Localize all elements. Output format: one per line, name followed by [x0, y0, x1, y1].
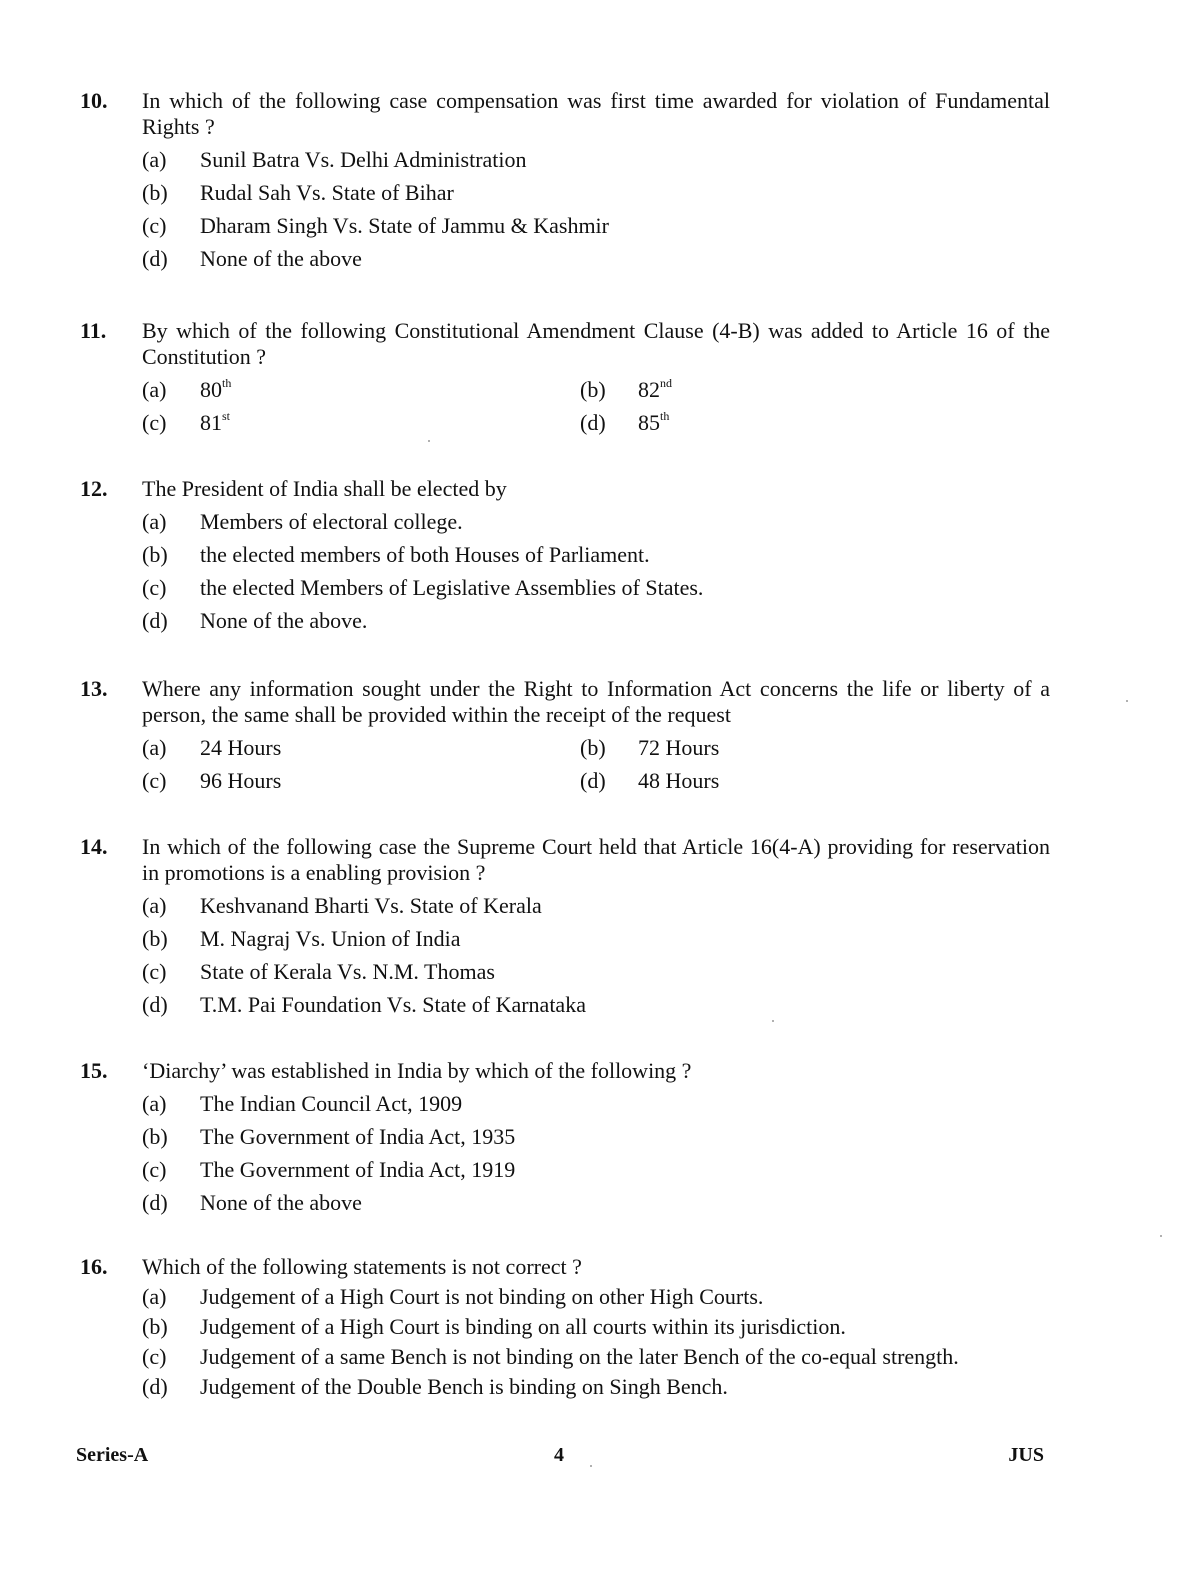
option-label: (d) [142, 246, 168, 271]
option-label: (b) [142, 1314, 168, 1339]
option-c [142, 1157, 1050, 1183]
option-label: (a) [142, 1091, 167, 1116]
question-13 [80, 676, 1050, 794]
option-d [142, 1190, 1050, 1216]
option-label: (a) [142, 509, 167, 534]
option-label: (c) [142, 768, 167, 793]
question-10 [80, 88, 1050, 279]
option-text: Judgement of a High Court is binding on all courts within its jurisdiction. [200, 1314, 846, 1339]
question-11 [80, 318, 1050, 436]
option-text: M. Nagraj Vs. Union of India [200, 926, 461, 951]
option-label: (a) [142, 735, 167, 760]
option-b [142, 926, 1050, 952]
option-a [142, 893, 1050, 919]
option-b [142, 542, 1050, 568]
page-footer [76, 1444, 1044, 1470]
option-text: The Government of India Act, 1935 [200, 1124, 516, 1149]
question-text: Which of the following statements is not correct ? [142, 1254, 582, 1279]
option-text: Keshvanand Bharti Vs. State of Kerala [200, 893, 542, 918]
option-text: 72 Hours [638, 735, 720, 760]
scan-speck [590, 1465, 592, 1467]
option-label: (c) [142, 1344, 167, 1369]
option-text: 82nd [638, 376, 672, 402]
option-b [142, 1124, 1050, 1150]
question-text: Where any information sought under the Right to Information Act concerns the life or liberty of a person, the same shall be provided within the receipt of the request [142, 676, 1050, 727]
option-label: (b) [580, 377, 606, 402]
option-label: (b) [142, 180, 168, 205]
option-b [580, 735, 1050, 761]
option-text: Sunil Batra Vs. Delhi Administration [200, 147, 527, 172]
option-text: Judgement of a same Bench is not binding on the later Bench of the co-equal strength. [200, 1344, 959, 1369]
page-number: 4 [554, 1444, 564, 1466]
option-label: (b) [580, 735, 606, 760]
option-text: The Government of India Act, 1919 [200, 1157, 516, 1182]
option-text: Judgement of the Double Bench is binding on Singh Bench. [200, 1374, 728, 1399]
option-b [580, 377, 1050, 403]
option-text: Dharam Singh Vs. State of Jammu & Kashmir [200, 213, 609, 238]
question-text: In which of the following case the Supreme Court held that Article 16(4-A) providing for reservation in promotions is a enabling provision ? [142, 834, 1050, 885]
option-d [142, 992, 1050, 1018]
option-text: 24 Hours [200, 735, 282, 760]
option-text: The Indian Council Act, 1909 [200, 1091, 463, 1116]
question-number: 14. [80, 834, 108, 859]
question-number: 10. [80, 88, 108, 113]
option-text: the elected members of both Houses of Parliament. [200, 542, 650, 567]
option-text: 80th [200, 376, 232, 402]
option-label: (c) [142, 959, 167, 984]
option-text: 85th [638, 409, 670, 435]
question-12 [80, 476, 1050, 641]
option-label: (d) [142, 1374, 168, 1399]
option-d [142, 1374, 1050, 1400]
option-text: the elected Members of Legislative Assemblies of States. [200, 575, 704, 600]
option-d [580, 768, 1050, 794]
option-text: None of the above [200, 246, 362, 271]
option-label: (b) [142, 542, 168, 567]
option-a [142, 1091, 1050, 1117]
question-number: 16. [80, 1254, 108, 1279]
option-label: (c) [142, 213, 167, 238]
scan-speck [1160, 1235, 1162, 1237]
option-b [142, 180, 1050, 206]
option-text: None of the above [200, 1190, 362, 1215]
question-text: The President of India shall be elected by [142, 476, 507, 501]
option-c [142, 213, 1050, 239]
option-label: (b) [142, 926, 168, 951]
option-a [142, 1284, 1050, 1310]
option-text: Rudal Sah Vs. State of Bihar [200, 180, 454, 205]
option-d [142, 608, 1050, 634]
option-text: Members of electoral college. [200, 509, 463, 534]
option-b [142, 1314, 1050, 1340]
question-number: 13. [80, 676, 108, 701]
option-label: (a) [142, 893, 167, 918]
option-a [142, 735, 580, 761]
option-label: (c) [142, 1157, 167, 1182]
option-label: (a) [142, 1284, 167, 1309]
scan-speck [772, 1020, 774, 1022]
question-text: By which of the following Constitutional Amendment Clause (4-B) was added to Article 16 of the Constitution ? [142, 318, 1050, 369]
question-number: 12. [80, 476, 108, 501]
series-label: Series-A [76, 1444, 149, 1466]
option-label: (a) [142, 147, 167, 172]
option-label: (d) [580, 410, 606, 435]
option-c [142, 575, 1050, 601]
option-label: (c) [142, 575, 167, 600]
question-14 [80, 834, 1050, 1025]
scan-speck [428, 440, 430, 442]
option-text: Judgement of a High Court is not binding on other High Courts. [200, 1284, 764, 1309]
question-15 [80, 1058, 1050, 1223]
question-text: In which of the following case compensation was first time awarded for violation of Fundamental Rights ? [142, 88, 1050, 139]
option-text: None of the above. [200, 608, 368, 633]
question-text: ‘Diarchy’ was established in India by which of the following ? [142, 1058, 692, 1083]
option-c [142, 959, 1050, 985]
option-text: State of Kerala Vs. N.M. Thomas [200, 959, 495, 984]
option-a [142, 509, 1050, 535]
question-number: 11. [80, 318, 107, 343]
option-a [142, 147, 1050, 173]
option-text: 81st [200, 409, 231, 435]
option-label: (d) [142, 1190, 168, 1215]
option-d [142, 246, 1050, 272]
option-text: 96 Hours [200, 768, 282, 793]
question-number: 15. [80, 1058, 108, 1083]
option-label: (d) [142, 992, 168, 1017]
option-label: (d) [580, 768, 606, 793]
option-c [142, 768, 580, 794]
option-label: (a) [142, 377, 167, 402]
option-label: (c) [142, 410, 167, 435]
option-c [142, 1344, 1050, 1370]
paper-code: JUS [1008, 1444, 1044, 1466]
option-text: T.M. Pai Foundation Vs. State of Karnataka [200, 992, 586, 1017]
question-16 [80, 1254, 1050, 1407]
option-c [142, 410, 580, 436]
option-text: 48 Hours [638, 768, 720, 793]
option-d [580, 410, 1050, 436]
option-label: (b) [142, 1124, 168, 1149]
scan-speck [1126, 700, 1128, 702]
option-label: (d) [142, 608, 168, 633]
option-a [142, 377, 580, 403]
